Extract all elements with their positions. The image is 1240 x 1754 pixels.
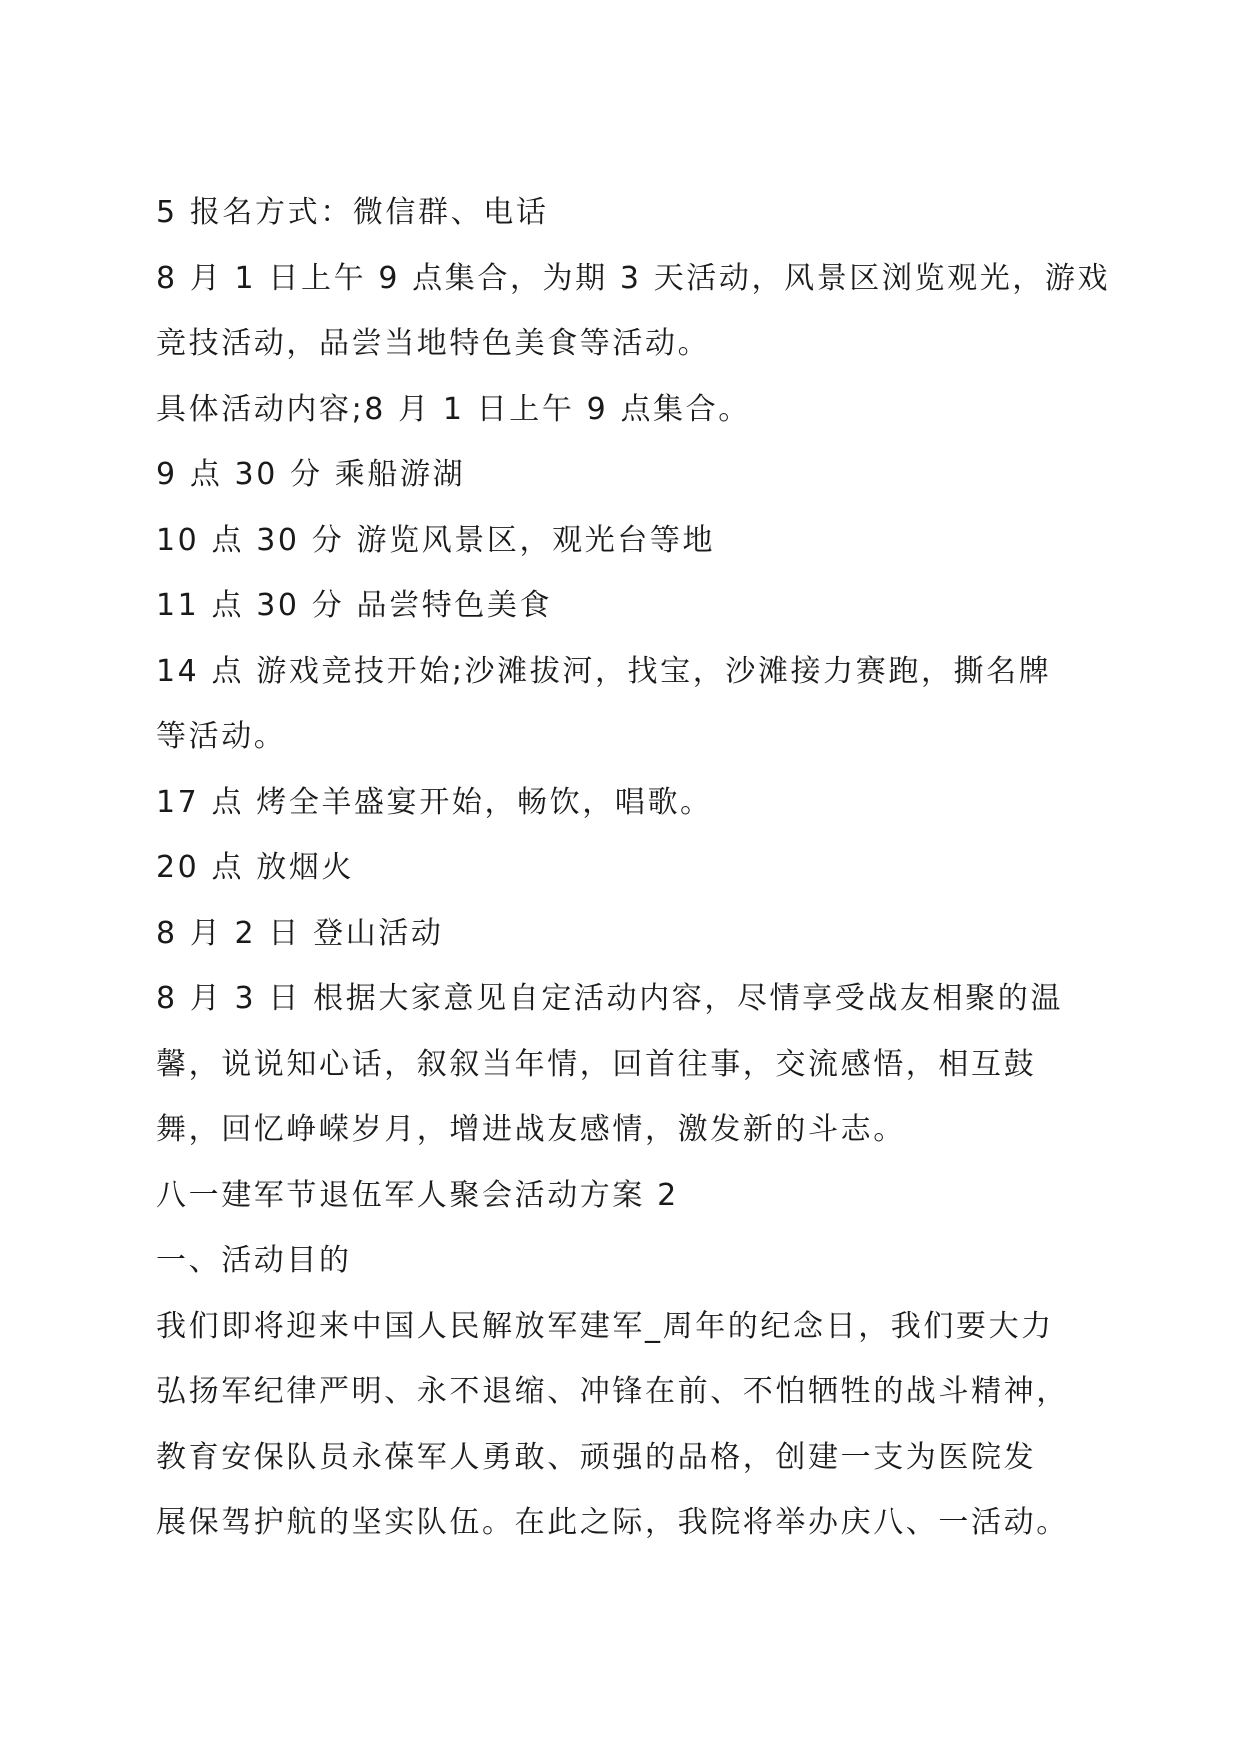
text-line: 舞，回忆峥嵘岁月，增进战友感情，激发新的斗志。 bbox=[156, 1112, 906, 1147]
text-line: 10 点 30 分 游览风景区，观光台等地 bbox=[156, 522, 716, 558]
text-line: 教育安保队员永葆军人勇敢、顽强的品格，创建一支为医院发 bbox=[156, 1439, 1037, 1475]
text-line: 弘扬军纪律严明、永不退缩、冲锋在前、不怕牺牲的战斗精神， bbox=[156, 1374, 1069, 1409]
document-body bbox=[156, 180, 1111, 1556]
text-line: 具体活动内容;8 月 1 日上午 9 点集合。 bbox=[156, 391, 751, 427]
text-line: 14 点 游戏竞技开始;沙滩拔河，找宝，沙滩接力赛跑，撕名牌 bbox=[156, 653, 1052, 689]
text-line: 8 月 3 日 根据大家意见自定活动内容，尽情享受战友相聚的温 bbox=[156, 981, 1063, 1016]
section-heading: 八一建军节退伍军人聚会活动方案 2 bbox=[156, 1177, 679, 1213]
text-line: 9 点 30 分 乘船游湖 bbox=[156, 457, 466, 492]
text-line: 我们即将迎来中国人民解放军建军_周年的纪念日，我们要大力 bbox=[156, 1308, 1054, 1344]
text-line: 17 点 烤全羊盛宴开始，畅饮，唱歌。 bbox=[156, 784, 713, 820]
text-line: 等活动。 bbox=[156, 719, 287, 754]
text-line: 5 报名方式：微信群、电话 bbox=[156, 195, 549, 230]
subsection-heading: 一、活动目的 bbox=[156, 1243, 352, 1278]
text-line: 8 月 2 日 登山活动 bbox=[156, 915, 444, 951]
text-line: 8 月 1 日上午 9 点集合，为期 3 天活动，风景区浏览观光，游戏 bbox=[156, 260, 1111, 296]
text-line: 20 点 放烟火 bbox=[156, 850, 355, 885]
text-line: 11 点 30 分 品尝特色美食 bbox=[156, 588, 553, 623]
text-line: 展保驾护航的坚实队伍。在此之际，我院将举办庆八、一活动。 bbox=[156, 1505, 1069, 1540]
text-line: 竞技活动，品尝当地特色美食等活动。 bbox=[156, 326, 711, 361]
text-line: 馨，说说知心话，叙叙当年情，回首往事，交流感悟，相互鼓 bbox=[156, 1046, 1037, 1082]
